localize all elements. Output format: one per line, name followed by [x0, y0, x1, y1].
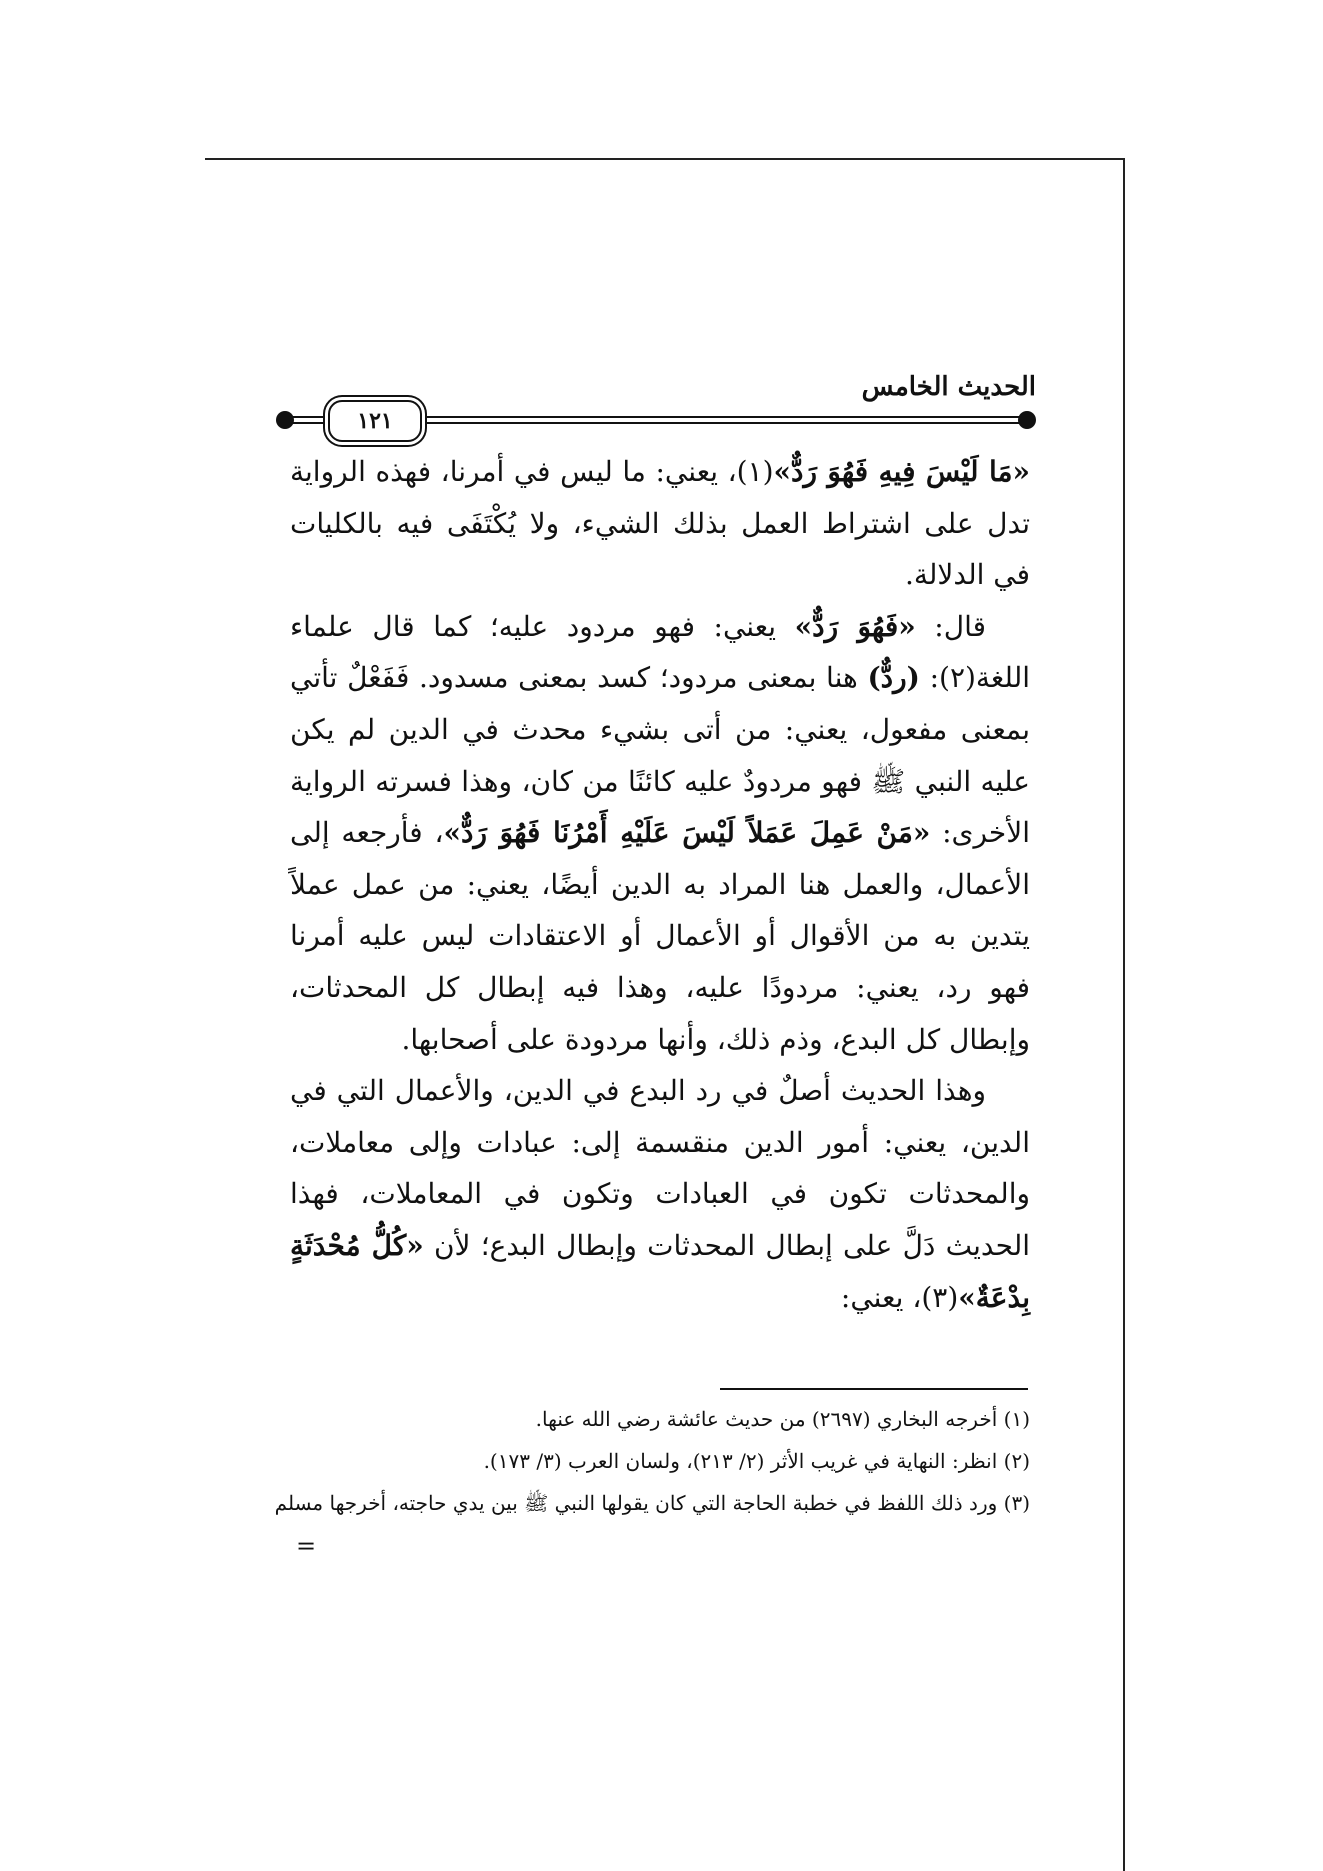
- crop-line-right: [1123, 158, 1125, 1871]
- term-word: (ردٌّ): [867, 661, 920, 695]
- header-dot-left: [276, 411, 294, 429]
- footnote-continuation-mark: =: [296, 1532, 317, 1560]
- footnote-1: (١) أخرجه البخاري (٢٦٩٧) من حديث عائشة رضي الله عنها.: [535, 1407, 1030, 1431]
- paragraph-3: [290, 1065, 1030, 1323]
- paragraph-1: [290, 446, 1030, 601]
- body-text: [290, 446, 1030, 1323]
- paragraph-text: يعني: فهو مردود عليه؛ كما قال علماء اللغة(٢):: [290, 609, 1031, 695]
- footnote-3: (٣) ورد ذلك اللفظ في خطبة الحاجة التي كان يقولها النبي ﷺ بين يدي حاجته، أخرجها مسلم: [274, 1491, 1030, 1515]
- header-dot-right: [1018, 411, 1036, 429]
- paragraph-text: قال:: [915, 609, 986, 643]
- paragraph-text: وهذا الحديث أصلٌ في رد البدع في الدين، والأعمال التي في الدين، يعني: أمور الدين منقسمة إلى: عبادات وإلى معاملات، والمحدثات تكون في العبادات وتكون في المعاملات، فهذا الحديث دَلَّ على إبطال المحدثات وإبطال البدع؛ لأن: [290, 1074, 1030, 1262]
- paragraph-text: هنا بمعنى مردود؛ كسد بمعنى مسدود. فَفَعْلٌ تأتي بمعنى مفعول، يعني: من أتى بشيء محدث في الدين لم يكن عليه النبي ﷺ فهو مردودٌ عليه كائنًا من كان، وهذا فسرته الرواية الأخرى:: [290, 661, 1030, 850]
- hadith-quote: «مَا لَيْسَ فِيهِ فَهُوَ رَدٌّ»: [773, 455, 1030, 488]
- hadith-quote: «كُلُّ مُحْدَثَةٍ بِدْعَةٌ»: [290, 1228, 1030, 1314]
- paragraph-text: ، فأرجعه إلى الأعمال، والعمل هنا المراد به الدين أيضًا، يعني: من عمل عملاً يتدين به من الأقوال أو الأعمال أو الاعتقادات ليس عليه أمرنا فهو رد، يعني: مردودًا عليه، وهذا فيه إبطال كل المحدثات، وإبطال كل البدع، وذم ذلك، وأنها مردودة على أصحابها.: [290, 816, 1030, 1056]
- footnote-rule: [720, 1388, 1028, 1390]
- running-header: [276, 372, 1036, 442]
- crop-line-top: [205, 158, 1125, 160]
- page-number: ١٢١: [328, 400, 422, 442]
- paragraph-text: (١)، يعني: ما ليس في أمرنا، فهذه الرواية تدل على اشتراط العمل بذلك الشيء، ولا يُكْتَفَى فيه بالكليات في الدلالة.: [290, 455, 1030, 592]
- paragraph-text: (٣)، يعني:: [840, 1280, 959, 1314]
- paragraph-2: [290, 601, 1030, 1065]
- header-title: الحديث الخامس: [861, 372, 1036, 402]
- hadith-quote: «فَهُوَ رَدٌّ»: [794, 609, 916, 643]
- hadith-quote: «مَنْ عَمِلَ عَمَلاً لَيْسَ عَلَيْهِ أَمْرُنَا فَهُوَ رَدٌّ»: [443, 816, 931, 850]
- footnote-2: (٢) انظر: النهاية في غريب الأثر (٢/ ٢١٣)، ولسان العرب (٣/ ١٧٣).: [483, 1449, 1030, 1473]
- footnotes: [274, 1398, 1030, 1524]
